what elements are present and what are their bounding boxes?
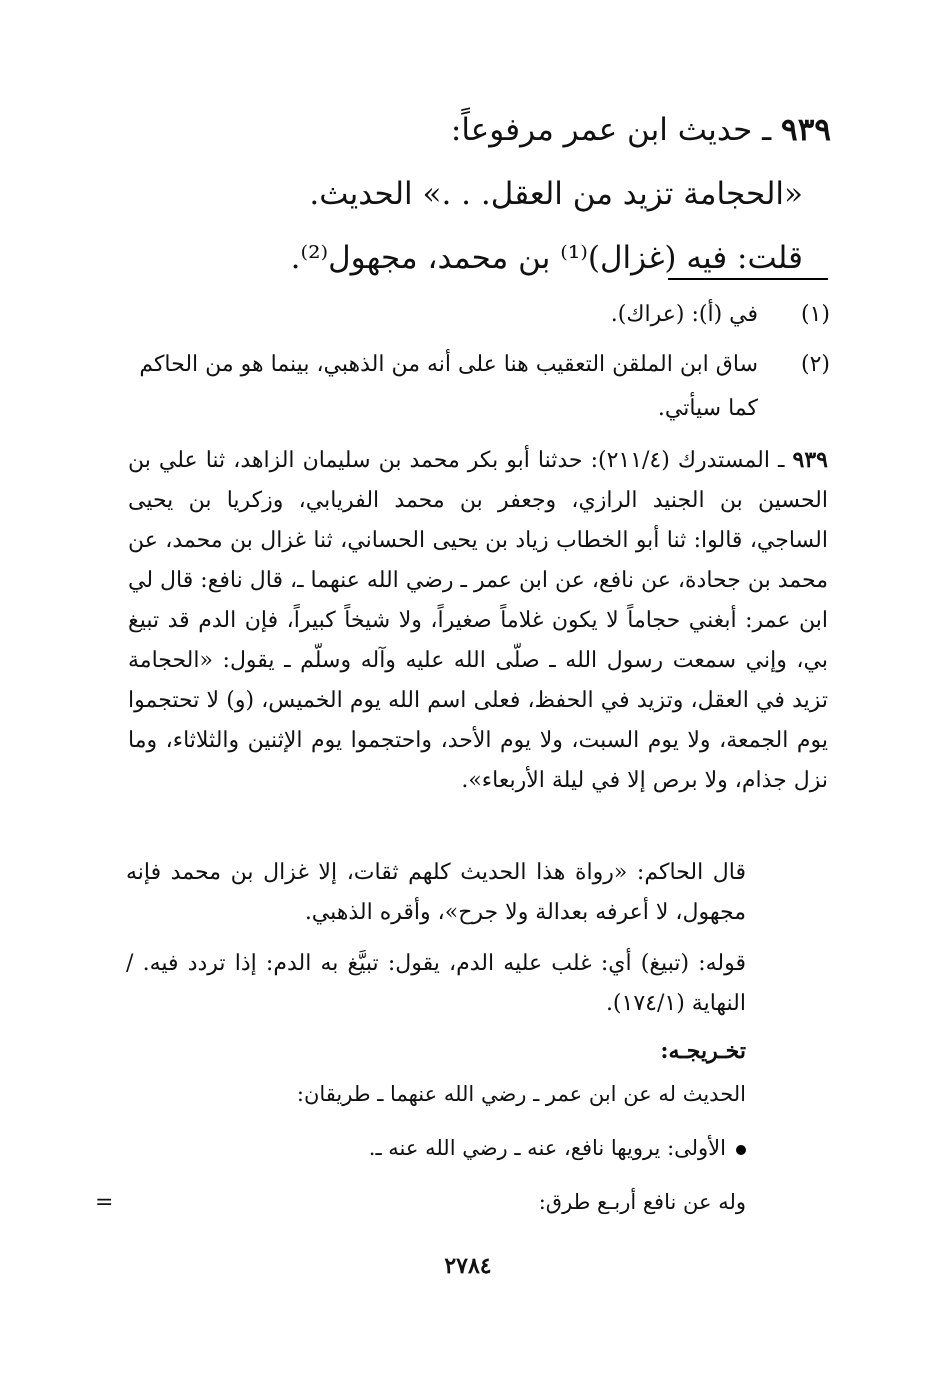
- takhrij-nafi-routes: وله عن نافع أربـع طرق:: [538, 1190, 746, 1214]
- hadith-title: حديث ابن عمر مرفوعاً:: [450, 112, 753, 148]
- footnote-1: [128, 293, 828, 337]
- takhrij-first-route: [369, 1136, 746, 1160]
- hadith-comment: قلت: فيه (غزال)⁽¹⁾ بن محمد، مجهول⁽²⁾.: [290, 240, 803, 276]
- footnote-number: (٢): [800, 352, 830, 377]
- hadith-header: [111, 98, 831, 290]
- commentary-text: المستدرك (٢١١/٤): حدثنا أبو بكر محمد بن سليمان الزاهد، ثنا علي بن الحسين بن الجنيد الرازي، وجعفر بن محمد الفريابي، وزكريا بن يحيى الساجي، قالوا: ثنا أبو الخطاب زياد بن يحيى الحساني، ثنا غزال بن محمد، عن محمد بن جحادة، عن نافع، عن ابن عمر ـ رضي الله عنهما ـ، قال نافع: قال لي ابن عمر: أبغني حجاماً لا يكون غلاماً صغيراً، ولا شيخاً كبيراً، فإن الدم قد تبيغ بي، وإني سمعت رسول الله ـ صلّى الله عليه وآله وسلّم ـ يقول: «الحجامة تزيد في العقل، وتزيد في الحفظ، فعلى اسم الله يوم الخميس، (و) لا تحتجموا يوم الجمعة، ولا يوم السبت، ولا يوم الأحد، واحتجموا يوم الإثنين والثلاثاء، وما نزل جذام، ولا برص إلا في ليلة الأربعاء».: [128, 448, 828, 793]
- hadith-title-line: [111, 98, 831, 162]
- hadith-quote: «الحجامة تزيد من العقل. . .» الحديث.: [309, 176, 803, 212]
- first-route-text: الأولى: يرويها نافع، عنه ـ رضي الله عنه ـ.: [368, 1136, 726, 1160]
- hakim-quote: قال الحاكم: «رواة هذا الحديث كلهم ثقات، إلا غزال بن محمد فإنه مجهول، لا أعرفه بعدالة ولا جرح»، وأقره الذهبي.: [126, 860, 746, 925]
- footnote-text: في (أ): (عراك).: [610, 302, 758, 327]
- bullet-icon: [736, 1145, 746, 1155]
- gloss-paragraph: قوله: (تبيغ) أي: غلب عليه الدم، يقول: تبيَّغ به الدم: إذا تردد فيه. / النهاية (١٧٤/١).: [126, 951, 746, 1016]
- continuation-mark: =: [95, 1190, 114, 1215]
- commentary-number: ٩٣٩: [792, 447, 828, 473]
- commentary-main: [128, 440, 828, 801]
- hadith-number: ٩٣٩: [781, 112, 831, 148]
- takhrij-heading: تخـريجـه:: [660, 1038, 746, 1064]
- footnote-2: [128, 343, 828, 431]
- footnote-separator: [668, 278, 828, 280]
- hadith-dash: ـ: [752, 112, 782, 148]
- commentary-dash: ـ: [770, 448, 793, 473]
- page-number: ٢٧٨٤: [444, 1253, 492, 1279]
- footnote-text: ساق ابن الملقن التعقيب هنا على أنه من الذهبي، بينما هو من الحاكم كما سيأتي.: [139, 352, 758, 421]
- takhrij-intro: الحديث له عن ابن عمر ـ رضي الله عنهما ـ طريقان:: [296, 1082, 746, 1106]
- footnote-number: (١): [800, 302, 830, 327]
